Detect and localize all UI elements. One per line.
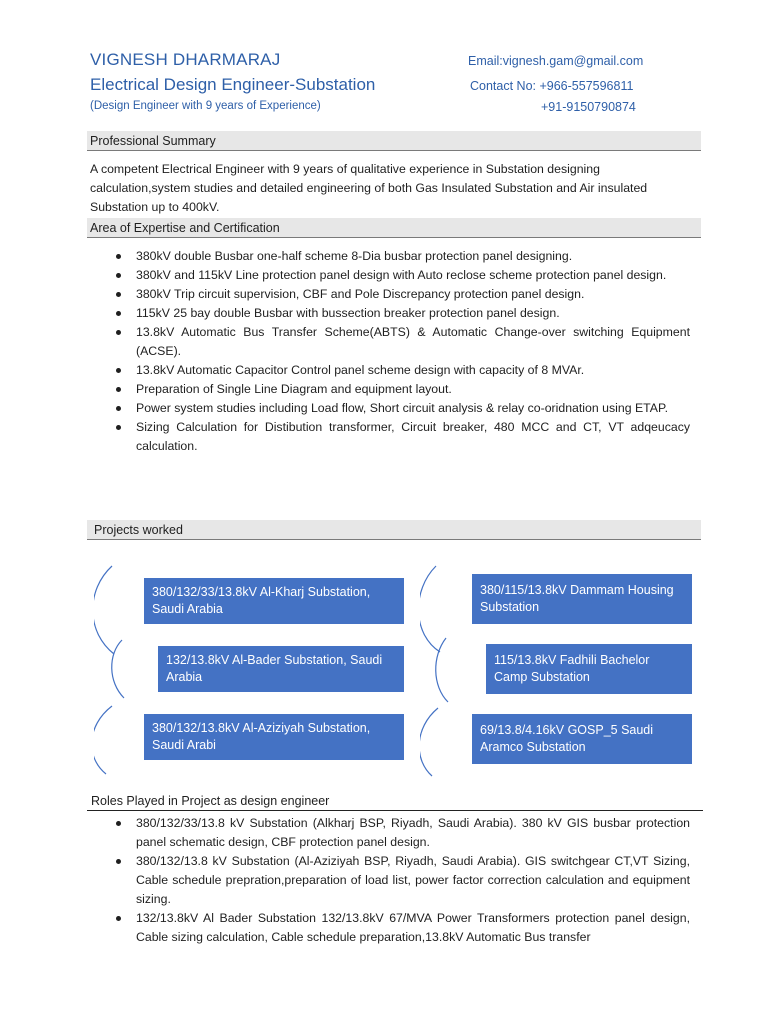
- project-label: 380/132/13.8kV Al-Aziziyah Substation, Saudi Arabi: [152, 721, 371, 752]
- expertise-list: [114, 247, 690, 456]
- arc-left-3: [94, 706, 112, 774]
- project-card: [472, 574, 692, 624]
- roles-list: [114, 814, 690, 947]
- section-heading-summary: Professional Summary: [87, 131, 701, 151]
- section-heading-roles: Roles Played in Project as design engineer: [87, 791, 703, 811]
- project-card: [486, 644, 692, 694]
- project-label: 115/13.8kV Fadhili Bachelor Camp Substation: [494, 653, 650, 684]
- project-card: [144, 578, 404, 624]
- experience-subtitle: (Design Engineer with 9 years of Experience): [90, 100, 321, 112]
- list-item: Power system studies including Load flow, Short circuit analysis & relay co-oridnation using ETAP.: [114, 399, 690, 418]
- list-item: 132/13.8kV Al Bader Substation 132/13.8kV 67/MVA Power Transformers protection panel design, Cable sizing calculation, Cable schedule preparation,13.8kV Automatic Bus transfer: [114, 909, 690, 947]
- candidate-name: VIGNESH DHARMARAJ: [90, 50, 281, 69]
- project-card: [144, 714, 404, 760]
- project-label: 132/13.8kV Al-Bader Substation, Saudi Arabia: [166, 653, 383, 684]
- projects-right-arcs: [420, 560, 480, 780]
- project-card: [158, 646, 404, 692]
- section-heading-projects: Projects worked: [87, 520, 701, 540]
- section-heading-expertise: Area of Expertise and Certification: [87, 218, 701, 238]
- list-item: Preparation of Single Line Diagram and equipment layout.: [114, 380, 690, 399]
- project-label: 380/115/13.8kV Dammam Housing Substation: [480, 583, 674, 614]
- arc-left-1: [94, 566, 114, 654]
- arc-right-1: [420, 566, 440, 652]
- list-item: Sizing Calculation for Distibution transformer, Circuit breaker, 480 MCC and CT, VT adqeucacy calculation.: [114, 418, 690, 456]
- summary-paragraph: A competent Electrical Engineer with 9 years of qualitative experience in Substation designing calculation,system studies and detailed engineering of both Gas Insulated Substation and Air insulated Substation up to 400kV.: [90, 162, 648, 215]
- list-item: 115kV 25 bay double Busbar with bussection breaker protection panel design.: [114, 304, 690, 323]
- arc-right-3: [420, 708, 438, 776]
- list-item: 380/132/13.8 kV Substation (Al-Aziziyah BSP, Riyadh, Saudi Arabia). GIS switchgear CT,VT Sizing, Cable schedule prepration,preparation of load list, power factor correction calculation and equipment sizing.: [114, 852, 690, 909]
- contact-phone-secondary: +91-9150790874: [541, 100, 636, 114]
- arc-left-2: [112, 640, 124, 698]
- contact-phone-primary: Contact No: +966-557596811: [470, 79, 634, 93]
- list-item: 380kV Trip circuit supervision, CBF and Pole Discrepancy protection panel design.: [114, 285, 690, 304]
- list-item: 380/132/33/13.8 kV Substation (Alkharj BSP, Riyadh, Saudi Arabia). 380 kV GIS busbar protection panel schematic design, CBF protection panel design.: [114, 814, 690, 852]
- email-address[interactable]: Email:vignesh.gam@gmail.com: [468, 54, 644, 68]
- list-item: 380kV double Busbar one-half scheme 8-Dia busbar protection panel designing.: [114, 247, 690, 266]
- projects-diagram: [94, 560, 694, 780]
- list-item: 380kV and 115kV Line protection panel design with Auto reclose scheme protection panel design.: [114, 266, 690, 285]
- list-item: 13.8kV Automatic Capacitor Control panel scheme design with capacity of 8 MVAr.: [114, 361, 690, 380]
- project-label: 69/13.8/4.16kV GOSP_5 Saudi Aramco Substation: [480, 723, 654, 754]
- project-label: 380/132/33/13.8kV Al-Kharj Substation, Saudi Arabia: [152, 585, 371, 616]
- list-item: 13.8kV Automatic Bus Transfer Scheme(ABTS) & Automatic Change-over switching Equipment (ACSE).: [114, 323, 690, 361]
- arc-right-2: [436, 638, 448, 702]
- job-title: Electrical Design Engineer-Substation: [90, 75, 376, 94]
- project-card: [472, 714, 692, 764]
